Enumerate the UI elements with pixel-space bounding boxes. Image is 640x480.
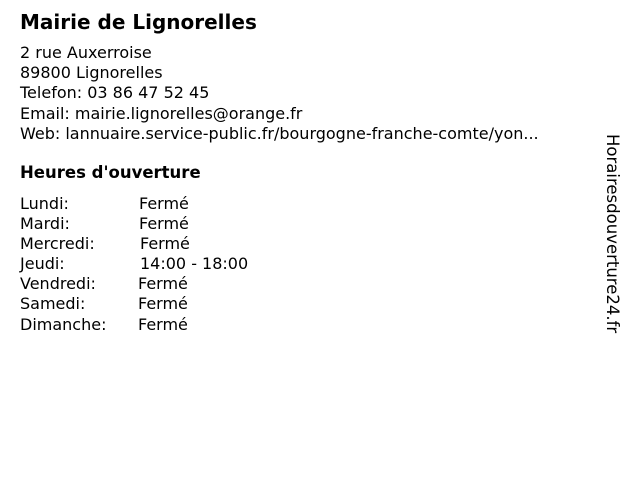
- hours-value-thursday: 14:00 - 18:00: [140, 254, 249, 274]
- day-label-friday: Vendredi:: [20, 274, 96, 294]
- day-label-monday: Lundi:: [20, 194, 69, 213]
- contact-block: [20, 43, 539, 144]
- day-label-thursday: Jeudi:: [20, 254, 65, 274]
- day-label-tuesday: Mardi:: [20, 214, 70, 234]
- hours-value-monday: Fermé: [139, 194, 189, 213]
- email-text: Email: mairie.lignorelles@orange.fr: [20, 103, 303, 123]
- hours-value-sunday: Fermé: [138, 314, 188, 334]
- hours-value-wednesday: Fermé: [140, 234, 190, 254]
- page-title: Mairie de Lignorelles: [20, 10, 257, 34]
- opening-hours-heading: Heures d'ouverture: [20, 163, 201, 182]
- watermark-text: Horairesdouverture24.fr: [603, 134, 622, 334]
- day-label-wednesday: Mercredi:: [20, 234, 95, 254]
- phone-text: Telefon: 03 86 47 52 45: [20, 83, 210, 103]
- day-label-saturday: Samedi:: [20, 294, 86, 314]
- hours-value-friday: Fermé: [138, 274, 188, 294]
- address-street: 2 rue Auxerroise: [20, 43, 152, 62]
- hours-value-tuesday: Fermé: [139, 214, 189, 234]
- address-city: 89800 Lignorelles: [20, 63, 163, 83]
- website-text: Web: lannuaire.service-public.fr/bourgogne-franche-comte/yon...: [20, 123, 539, 143]
- day-label-sunday: Dimanche:: [20, 314, 107, 334]
- hours-value-saturday: Fermé: [138, 294, 188, 314]
